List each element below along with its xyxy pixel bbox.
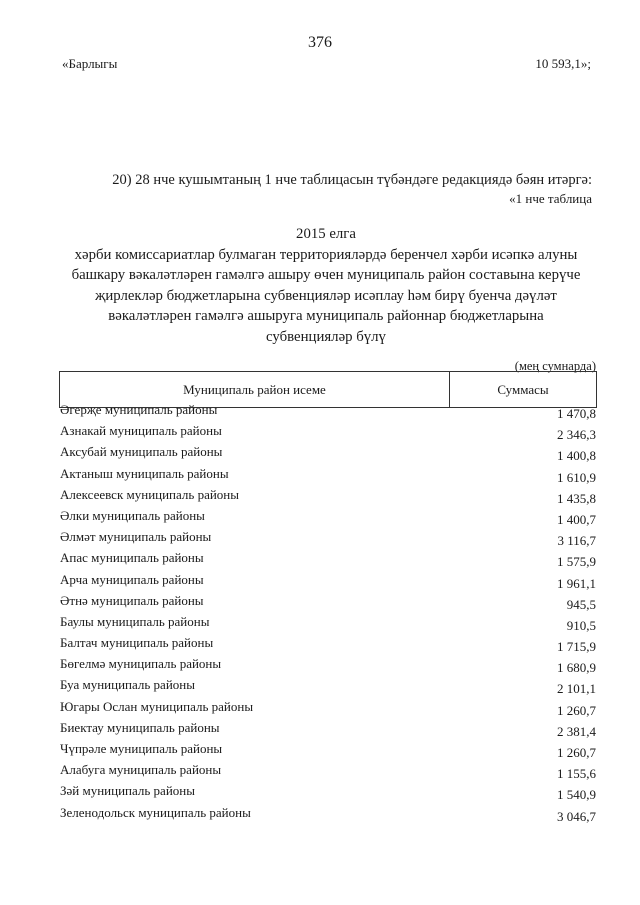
- district-amount: 3 046,7: [557, 808, 596, 824]
- table-row: [60, 741, 596, 762]
- total-label: «Барлыгы: [62, 56, 118, 71]
- page-number: 376: [308, 34, 332, 51]
- title-line: җирлекләр бюджетларына субвенцияләр исәплау һәм бирү буенча дәүләт: [95, 287, 557, 304]
- column-header-name: Муниципаль район исеме: [60, 372, 450, 408]
- table-row: [60, 402, 596, 423]
- table-row: [60, 529, 596, 550]
- district-amount: 2 346,3: [557, 427, 596, 443]
- district-name: Әлмәт муниципаль районы: [60, 529, 212, 545]
- district-amount: 1 435,8: [557, 490, 596, 506]
- district-amount: 1 260,7: [557, 702, 596, 718]
- district-name: Арча муниципаль районы: [60, 571, 204, 587]
- district-amount: 910,5: [566, 617, 596, 633]
- total-value: 10 593,1»;: [535, 56, 591, 71]
- title-line: башкару вәкаләтләрен гамәлгә ашыру өчен муниципаль район составына керүче: [71, 267, 581, 284]
- table-row: [60, 550, 596, 571]
- table-row: [60, 466, 596, 487]
- district-name: Баулы муниципаль районы: [60, 613, 210, 629]
- table-row: [60, 614, 596, 635]
- district-amount: 1 680,9: [557, 660, 596, 676]
- district-amount: 1 575,9: [557, 554, 596, 570]
- table-row: [60, 677, 596, 698]
- district-name: Югары Ослан муниципаль районы: [60, 698, 254, 714]
- district-amount: 1 470,8: [557, 406, 596, 421]
- table-row: [60, 656, 596, 677]
- title-line: субвенцияләр бүлү: [266, 328, 386, 345]
- table-title: [60, 224, 592, 348]
- amendment-instruction: 20) 28 нче кушымтаның 1 нче таблицасын түбәндәге редакциядә бәян итәргә:: [112, 172, 592, 188]
- district-name: Алексеевск муниципаль районы: [60, 486, 239, 502]
- table-row: [60, 635, 596, 656]
- district-name: Әгерҗе муниципаль районы: [60, 402, 218, 417]
- title-line: 2015 елга: [296, 226, 356, 242]
- table-row: [60, 593, 596, 614]
- district-amount: 2 381,4: [557, 723, 596, 739]
- district-amount: 2 101,1: [557, 681, 596, 697]
- district-name: Буа муниципаль районы: [60, 677, 195, 693]
- district-amount: 1 540,9: [557, 787, 596, 803]
- table-row: [60, 423, 596, 444]
- table-row: [60, 487, 596, 508]
- table-row: [60, 572, 596, 593]
- table-body: [60, 402, 596, 826]
- district-amount: 1 260,7: [557, 745, 596, 760]
- district-amount: 945,5: [566, 596, 596, 612]
- district-name: Зеленодольск муниципаль районы: [60, 804, 251, 820]
- district-amount: 1 715,9: [557, 639, 596, 655]
- district-name: Актаныш муниципаль районы: [60, 465, 229, 481]
- unit-note: (мең сумнарда): [514, 359, 596, 373]
- table-row: [60, 444, 596, 465]
- district-name: Азнакай муниципаль районы: [60, 423, 222, 439]
- table-row: [60, 783, 596, 804]
- table-row: [60, 762, 596, 783]
- district-amount: 3 116,7: [557, 533, 596, 549]
- district-amount: 1 961,1: [557, 575, 596, 591]
- district-amount: 1 400,8: [557, 448, 596, 464]
- table-row: [60, 720, 596, 741]
- table-reference: «1 нче таблица: [509, 191, 592, 206]
- title-line: вәкаләтләрен гамәлгә ашыруга муниципаль районнар бюджетларына: [108, 308, 544, 325]
- district-name: Әлки муниципаль районы: [60, 507, 205, 523]
- district-name: Зәй муниципаль районы: [60, 783, 195, 799]
- district-name: Аксубай муниципаль районы: [60, 444, 223, 460]
- district-name: Бөгелмә муниципаль районы: [60, 656, 222, 672]
- district-name: Чүпрәле муниципаль районы: [60, 741, 223, 756]
- table-row: [60, 508, 596, 529]
- column-header-amount: Суммасы: [450, 372, 597, 408]
- district-name: Әтнә муниципаль районы: [60, 592, 204, 608]
- district-amount: 1 155,6: [557, 766, 596, 782]
- district-name: Апас муниципаль районы: [60, 550, 204, 566]
- district-name: Балтач муниципаль районы: [60, 635, 214, 651]
- district-amount: 1 400,7: [557, 511, 596, 527]
- table-row: [60, 805, 596, 826]
- district-amount: 1 610,9: [557, 469, 596, 485]
- table-row: [60, 699, 596, 720]
- district-name: Биектау муниципаль районы: [60, 719, 220, 735]
- district-name: Алабуга муниципаль районы: [60, 762, 222, 778]
- title-line: хәрби комиссариатлар булмаган территорияләрдә беренчел хәрби исәпкә алуны: [74, 246, 578, 263]
